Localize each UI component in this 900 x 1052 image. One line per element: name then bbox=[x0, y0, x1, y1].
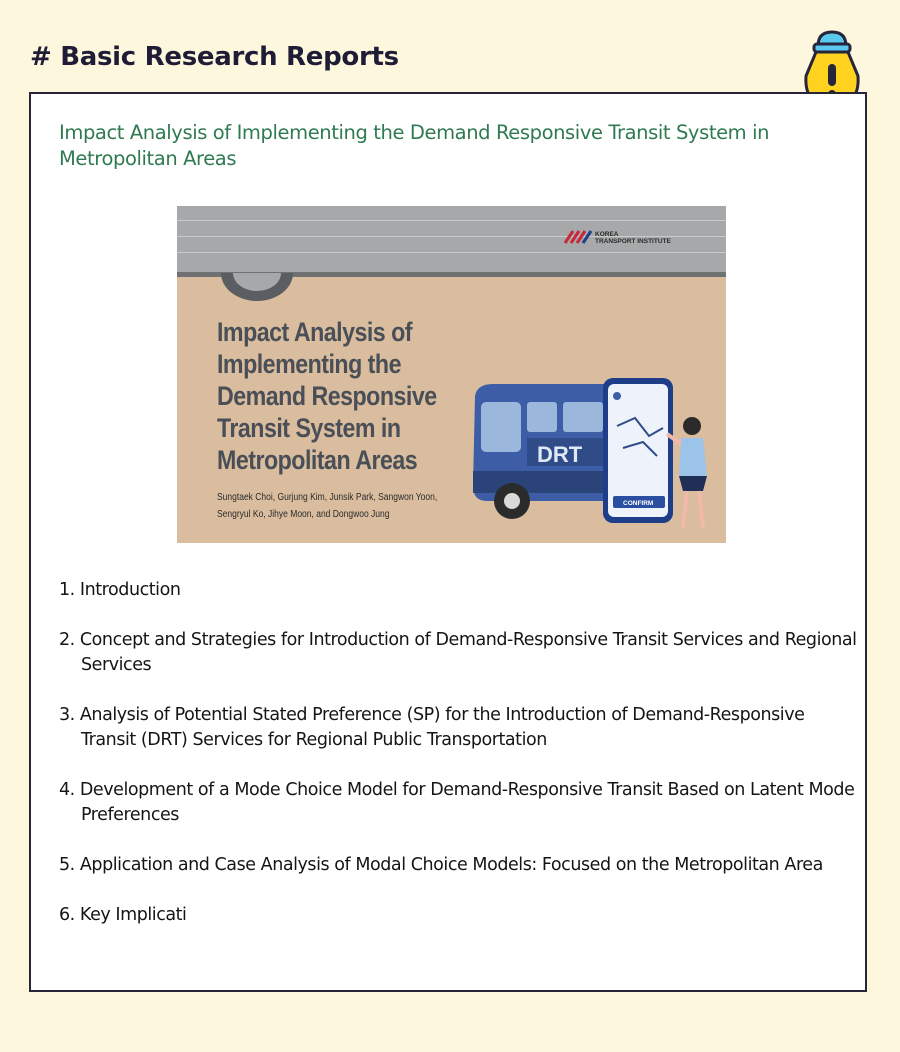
table-of-contents bbox=[59, 578, 859, 953]
publisher-line-1: KOREA bbox=[595, 231, 619, 238]
toc-item: 6. Key Implicati bbox=[59, 905, 187, 925]
cover-publisher bbox=[595, 231, 671, 245]
section-heading: # Basic Research Reports bbox=[30, 42, 399, 72]
toc-item: 4. Development of a Mode Choice Model for Demand-Responsive Transit Based on Latent Mode Preferences bbox=[59, 780, 855, 825]
bus-and-phone-illustration bbox=[467, 366, 717, 536]
report-title: Impact Analysis of Implementing the Demand Responsive Transit System in Metropolitan Areas bbox=[59, 121, 770, 170]
cover-title: Impact Analysis of Implementing the Demand Responsive Transit System in Metropolitan Areas bbox=[217, 317, 437, 475]
publisher-line-2: TRANSPORT INSTITUTE bbox=[595, 238, 671, 245]
wheel-arc-decoration bbox=[217, 251, 297, 301]
bus-label: DRT bbox=[537, 442, 583, 467]
phone-confirm-button: CONFIRM bbox=[623, 500, 654, 507]
toc-item: 5. Application and Case Analysis of Modal Choice Models: Focused on the Metropolitan Area bbox=[59, 855, 823, 875]
kotrans-logo-icon bbox=[563, 229, 593, 245]
toc-item: 2. Concept and Strategies for Introduction of Demand-Responsive Transit Services and Regional Services bbox=[59, 630, 857, 675]
report-card bbox=[29, 92, 867, 992]
toc-item: 1. Introduction bbox=[59, 580, 181, 600]
toc-item: 3. Analysis of Potential Stated Preference (SP) for the Introduction of Demand-Responsive Transit (DRT) Services for Regional Public Transportation bbox=[59, 705, 805, 750]
cover-authors: Sungtaek Choi, Gurjung Kim, Junsik Park, Sangwon Yoon, Sengryul Ko, Jihye Moon, and Dongwoo Jung bbox=[217, 492, 438, 520]
report-cover-image bbox=[177, 206, 726, 543]
